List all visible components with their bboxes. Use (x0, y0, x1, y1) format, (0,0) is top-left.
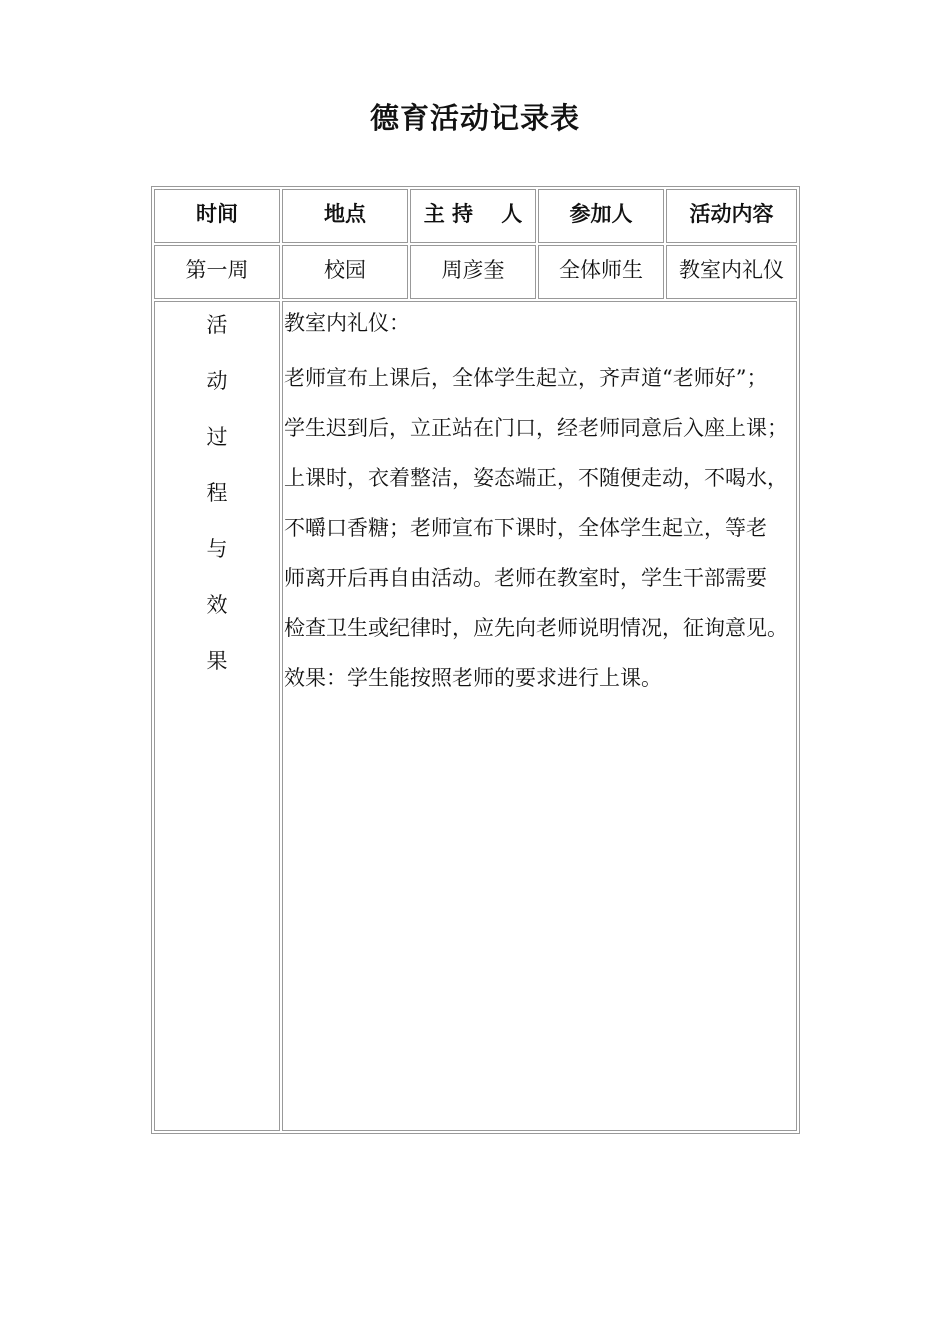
activity-record-table (151, 186, 800, 1134)
process-line: 师离开后再自由活动。老师在教室时，学生干部需要 (284, 566, 767, 590)
process-line: 学生迟到后，立正站在门口，经老师同意后入座上课； (284, 416, 788, 440)
value-time: 第一周 (154, 245, 280, 299)
process-label-char: 过 (206, 425, 228, 449)
effect-line: 效果：学生能按照老师的要求进行上课。 (284, 666, 662, 690)
process-label-char: 活 (206, 313, 228, 337)
value-place: 校园 (282, 245, 408, 299)
process-label-char: 动 (206, 369, 228, 393)
header-place: 地点 (282, 189, 408, 243)
header-time: 时间 (154, 189, 280, 243)
value-participants: 全体师生 (538, 245, 664, 299)
page-title: 德育活动记录表 (369, 101, 580, 135)
process-line: 不嚼口香糖；老师宣布下课时，全体学生起立，等老 (284, 516, 767, 540)
process-label-cell (154, 301, 280, 1131)
process-label-char: 与 (206, 537, 228, 561)
process-label-char: 效 (206, 593, 228, 617)
process-line: 检查卫生或纪律时，应先向老师说明情况，征询意见。 (284, 616, 788, 640)
process-line: 老师宣布上课后，全体学生起立，齐声道“老师好”； (284, 366, 768, 390)
value-content: 教室内礼仪 (666, 245, 797, 299)
value-row (154, 245, 797, 299)
process-line: 教室内礼仪： (284, 311, 410, 335)
process-content-cell (282, 301, 797, 1131)
value-host: 周彦奎 (410, 245, 536, 299)
process-label-char: 果 (206, 649, 228, 673)
header-participants: 参加人 (538, 189, 664, 243)
process-line: 上课时，衣着整洁，姿态端正，不随便走动，不喝水， (284, 466, 788, 490)
process-label-char: 程 (206, 481, 228, 505)
process-row (154, 301, 797, 1131)
header-host: 主 持 人 (410, 189, 536, 243)
header-row (154, 189, 797, 243)
header-content: 活动内容 (666, 189, 797, 243)
